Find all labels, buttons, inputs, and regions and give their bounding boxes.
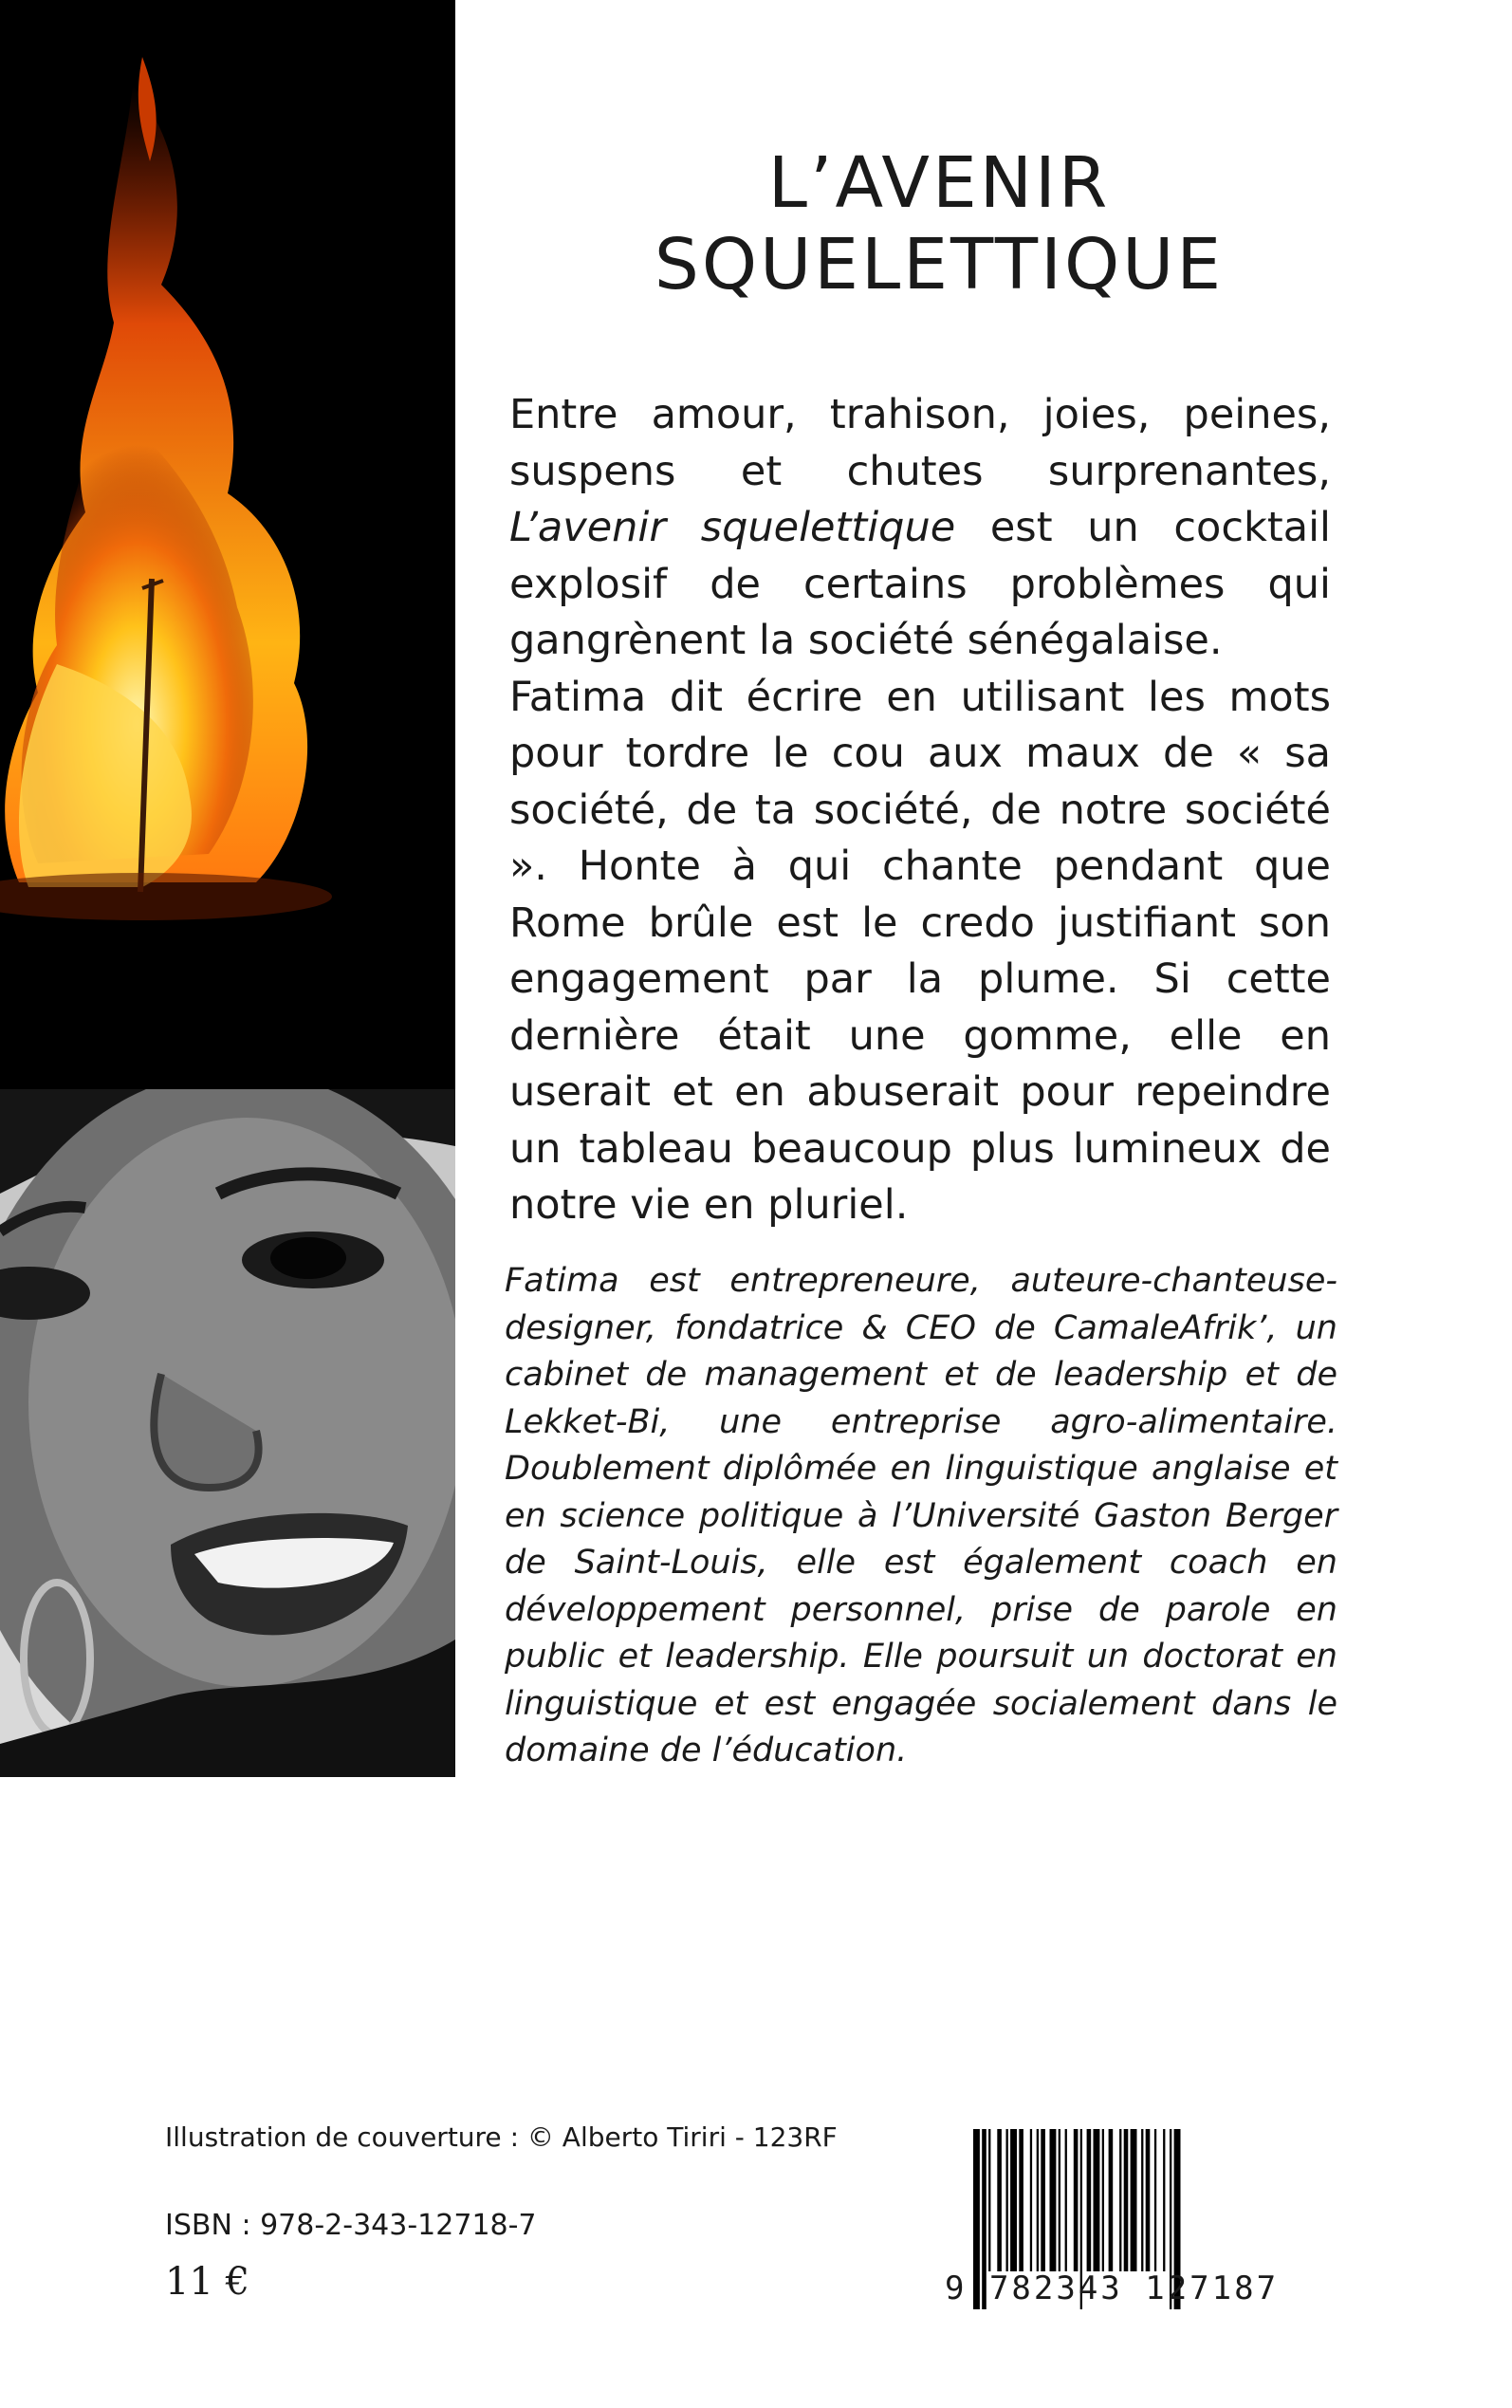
book-title: L’AVENIR SQUELETTIQUE [654, 142, 1225, 306]
synopsis-paragraph-2: Fatima dit écrire en utilisant les mots pour tordre le cou aux maux de « sa société, de ta société, de notre société ». Honte à qui chante pendant que Rome brûle est le credo justifiant son engagement par la plume. Si cette dernière était une gomme, elle en userait et en abuserait pour repeindre un tableau beaucoup plus lumineux de notre vie en pluriel. [509, 673, 1331, 1229]
synopsis-paragraph-1: Entre amour, trahison, joies, peines, suspens et chutes surprenantes, L’avenir squelettique est un cocktail explosif de certains problèmes qui gangrènent la société sénégalaise. [509, 391, 1331, 664]
price: 11 € [165, 2260, 250, 2304]
barcode-digits: 9 782343 127187 [945, 2269, 1280, 2307]
cover-illustration-credit: Illustration de couverture : © Alberto Tiriri - 123RF [165, 2121, 838, 2153]
author-bio: Fatima est entrepreneure, auteure-chanteuse-designer, fondatrice & CEO de CamaleAfrik’, un cabinet de management et de leadership et de Lekket-Bi, une entreprise agro-alimentaire. Doublement diplômée en linguistique anglaise et en science politique à l’Université Gaston Berger de Saint-Louis, elle est également coach en développement personnel, prise de parole en public et leadership. Elle poursuit un doctorat en linguistique et est engagée socialement dans le domaine de l’éducation. [505, 1262, 1337, 1769]
synopsis [509, 387, 1331, 1234]
synopsis-title-italic: L’avenir squelettique [509, 504, 956, 551]
cover-fire-photo [0, 0, 455, 1089]
isbn: ISBN : 978-2-343-12718-7 [165, 2209, 537, 2242]
author-portrait [0, 1089, 455, 1777]
